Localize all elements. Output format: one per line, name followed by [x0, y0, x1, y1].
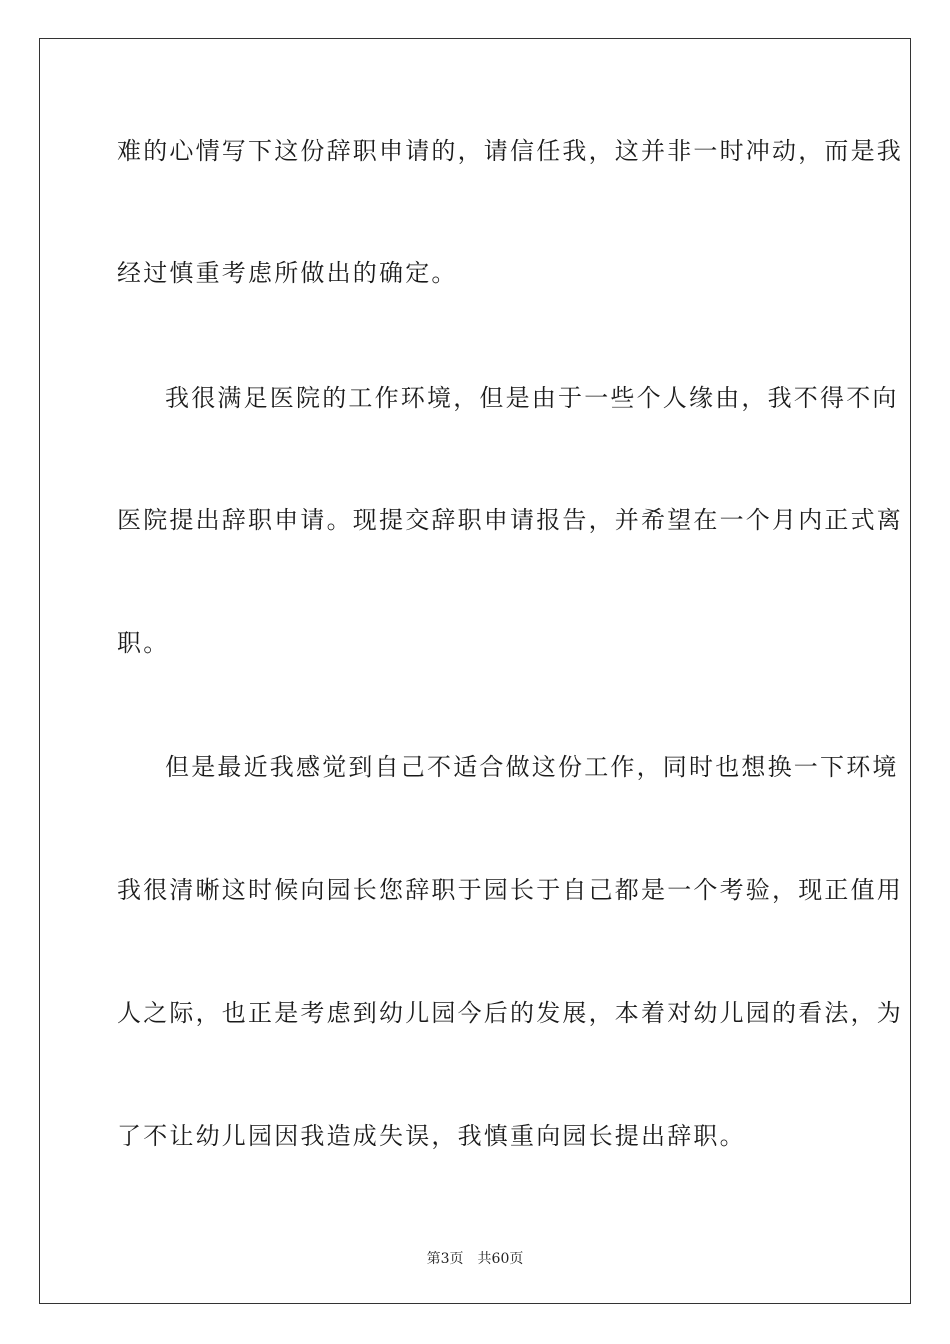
- body-text-line-6: 但是最近我感觉到自己不适合做这份工作，同时也想换一下环境: [165, 753, 899, 781]
- page-footer: [0, 1248, 950, 1268]
- body-text-line-9: 了不让幼儿园因我造成失误，我慎重向园长提出辞职。: [117, 1122, 746, 1150]
- body-text-line-3: 我很满足医院的工作环境，但是由于一些个人缘由，我不得不向: [165, 384, 899, 412]
- page-border: [39, 38, 911, 1304]
- body-text-line-7: 我很清晰这时候向园长您辞职于园长于自己都是一个考验，现正值用: [117, 876, 903, 904]
- body-text-line-5: 职。: [117, 629, 170, 657]
- body-text-line-1: 难的心情写下这份辞职申请的，请信任我，这并非一时冲动，而是我: [117, 137, 903, 165]
- body-text-line-2: 经过慎重考虑所做出的确定。: [117, 259, 458, 287]
- page-total: 共60页: [477, 1251, 524, 1267]
- body-text-line-4: 医院提出辞职申请。现提交辞职申请报告，并希望在一个月内正式离: [117, 506, 903, 534]
- body-text-line-8: 人之际，也正是考虑到幼儿园今后的发展，本着对幼儿园的看法，为: [117, 999, 903, 1027]
- page-number: 第3页: [426, 1251, 464, 1267]
